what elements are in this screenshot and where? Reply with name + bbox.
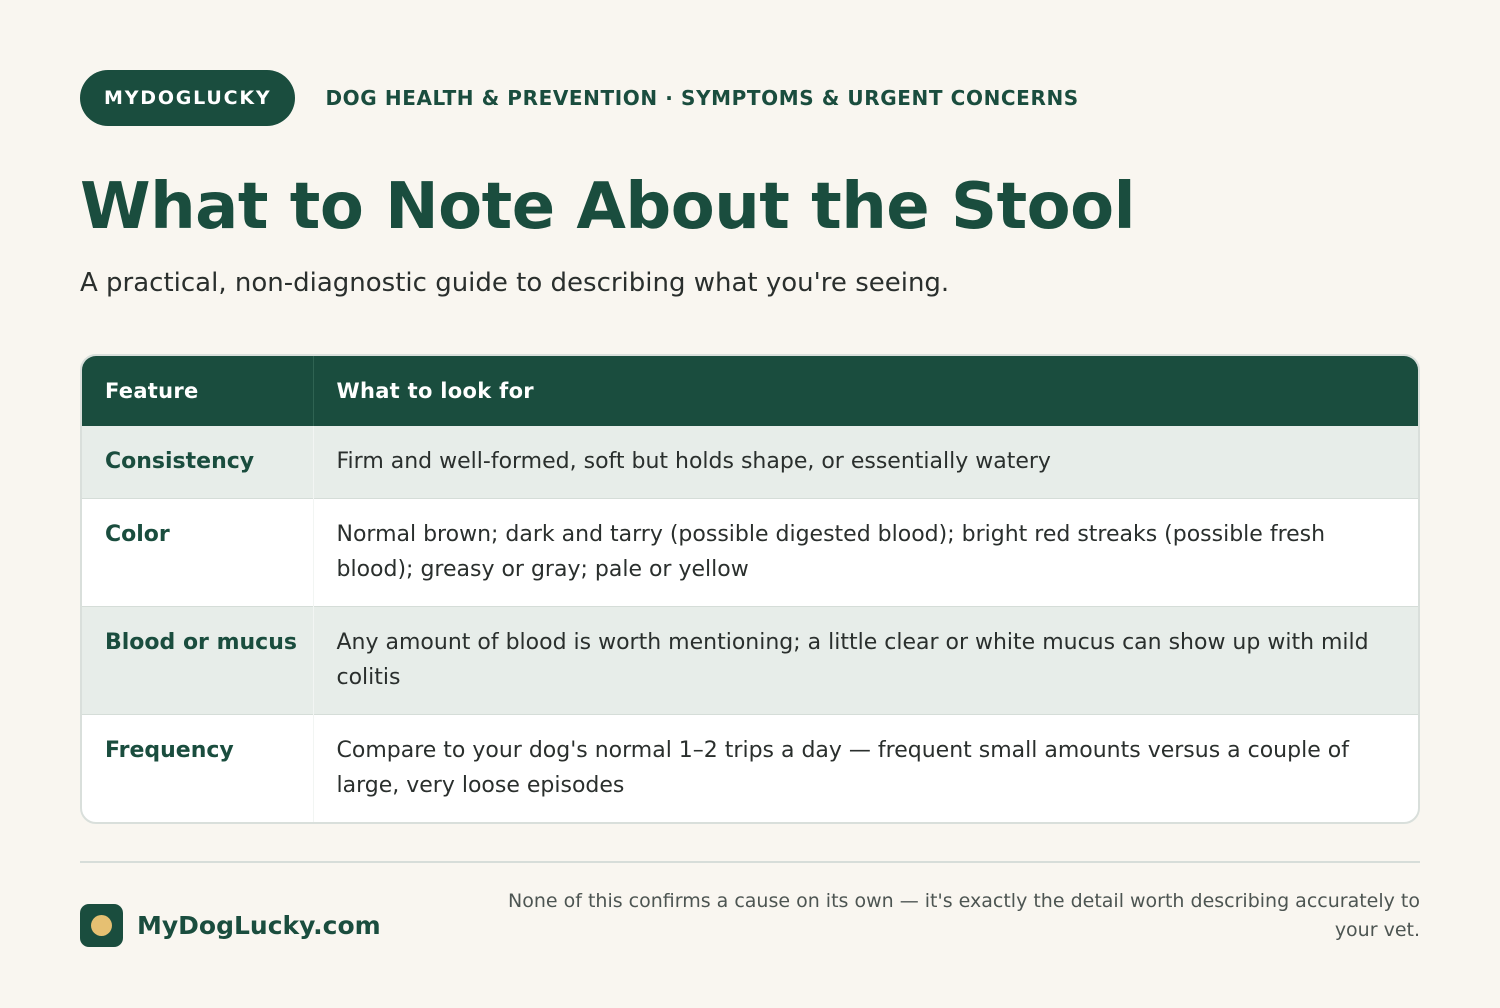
description-cell: Firm and well-formed, soft but holds shape, or essentially watery [313, 426, 1418, 499]
table-header-row [82, 356, 1418, 426]
footer-note: None of this confirms a cause on its own — it's exactly the detail worth describing accurately to your vet. [507, 890, 1420, 941]
description-cell: Any amount of blood is worth mentioning; a little clear or white mucus can show up with mild colitis [313, 607, 1418, 715]
column-header-what-to-look-for: What to look for [313, 356, 1418, 426]
description-cell: Compare to your dog's normal 1–2 trips a day — frequent small amounts versus a couple of large, very loose episodes [313, 715, 1418, 823]
page-subtitle: A practical, non-diagnostic guide to describing what you're seeing. [80, 268, 950, 298]
logo-icon [80, 904, 123, 947]
header [80, 70, 1079, 126]
footer-divider [80, 861, 1420, 863]
feature-cell: Color [82, 499, 313, 607]
table-row [82, 499, 1418, 607]
page-title: What to Note About the Stool [80, 170, 1136, 244]
table-row [82, 715, 1418, 823]
brand-badge[interactable]: MYDOGLUCKY [80, 70, 295, 126]
stool-features-table [80, 354, 1420, 824]
description-cell: Normal brown; dark and tarry (possible digested blood); bright red streaks (possible fresh blood); greasy or gray; pale or yellow [313, 499, 1418, 607]
footer-logo[interactable] [80, 904, 381, 947]
feature-cell: Consistency [82, 426, 313, 499]
table-row [82, 607, 1418, 715]
logo-dot [91, 915, 112, 936]
feature-cell: Frequency [82, 715, 313, 823]
breadcrumb[interactable]: DOG HEALTH & PREVENTION · SYMPTOMS & URGENT CONCERNS [325, 86, 1079, 110]
logo-text[interactable]: MyDogLucky.com [137, 911, 381, 940]
table-row [82, 426, 1418, 499]
feature-cell: Blood or mucus [82, 607, 313, 715]
column-header-feature: Feature [82, 356, 313, 426]
